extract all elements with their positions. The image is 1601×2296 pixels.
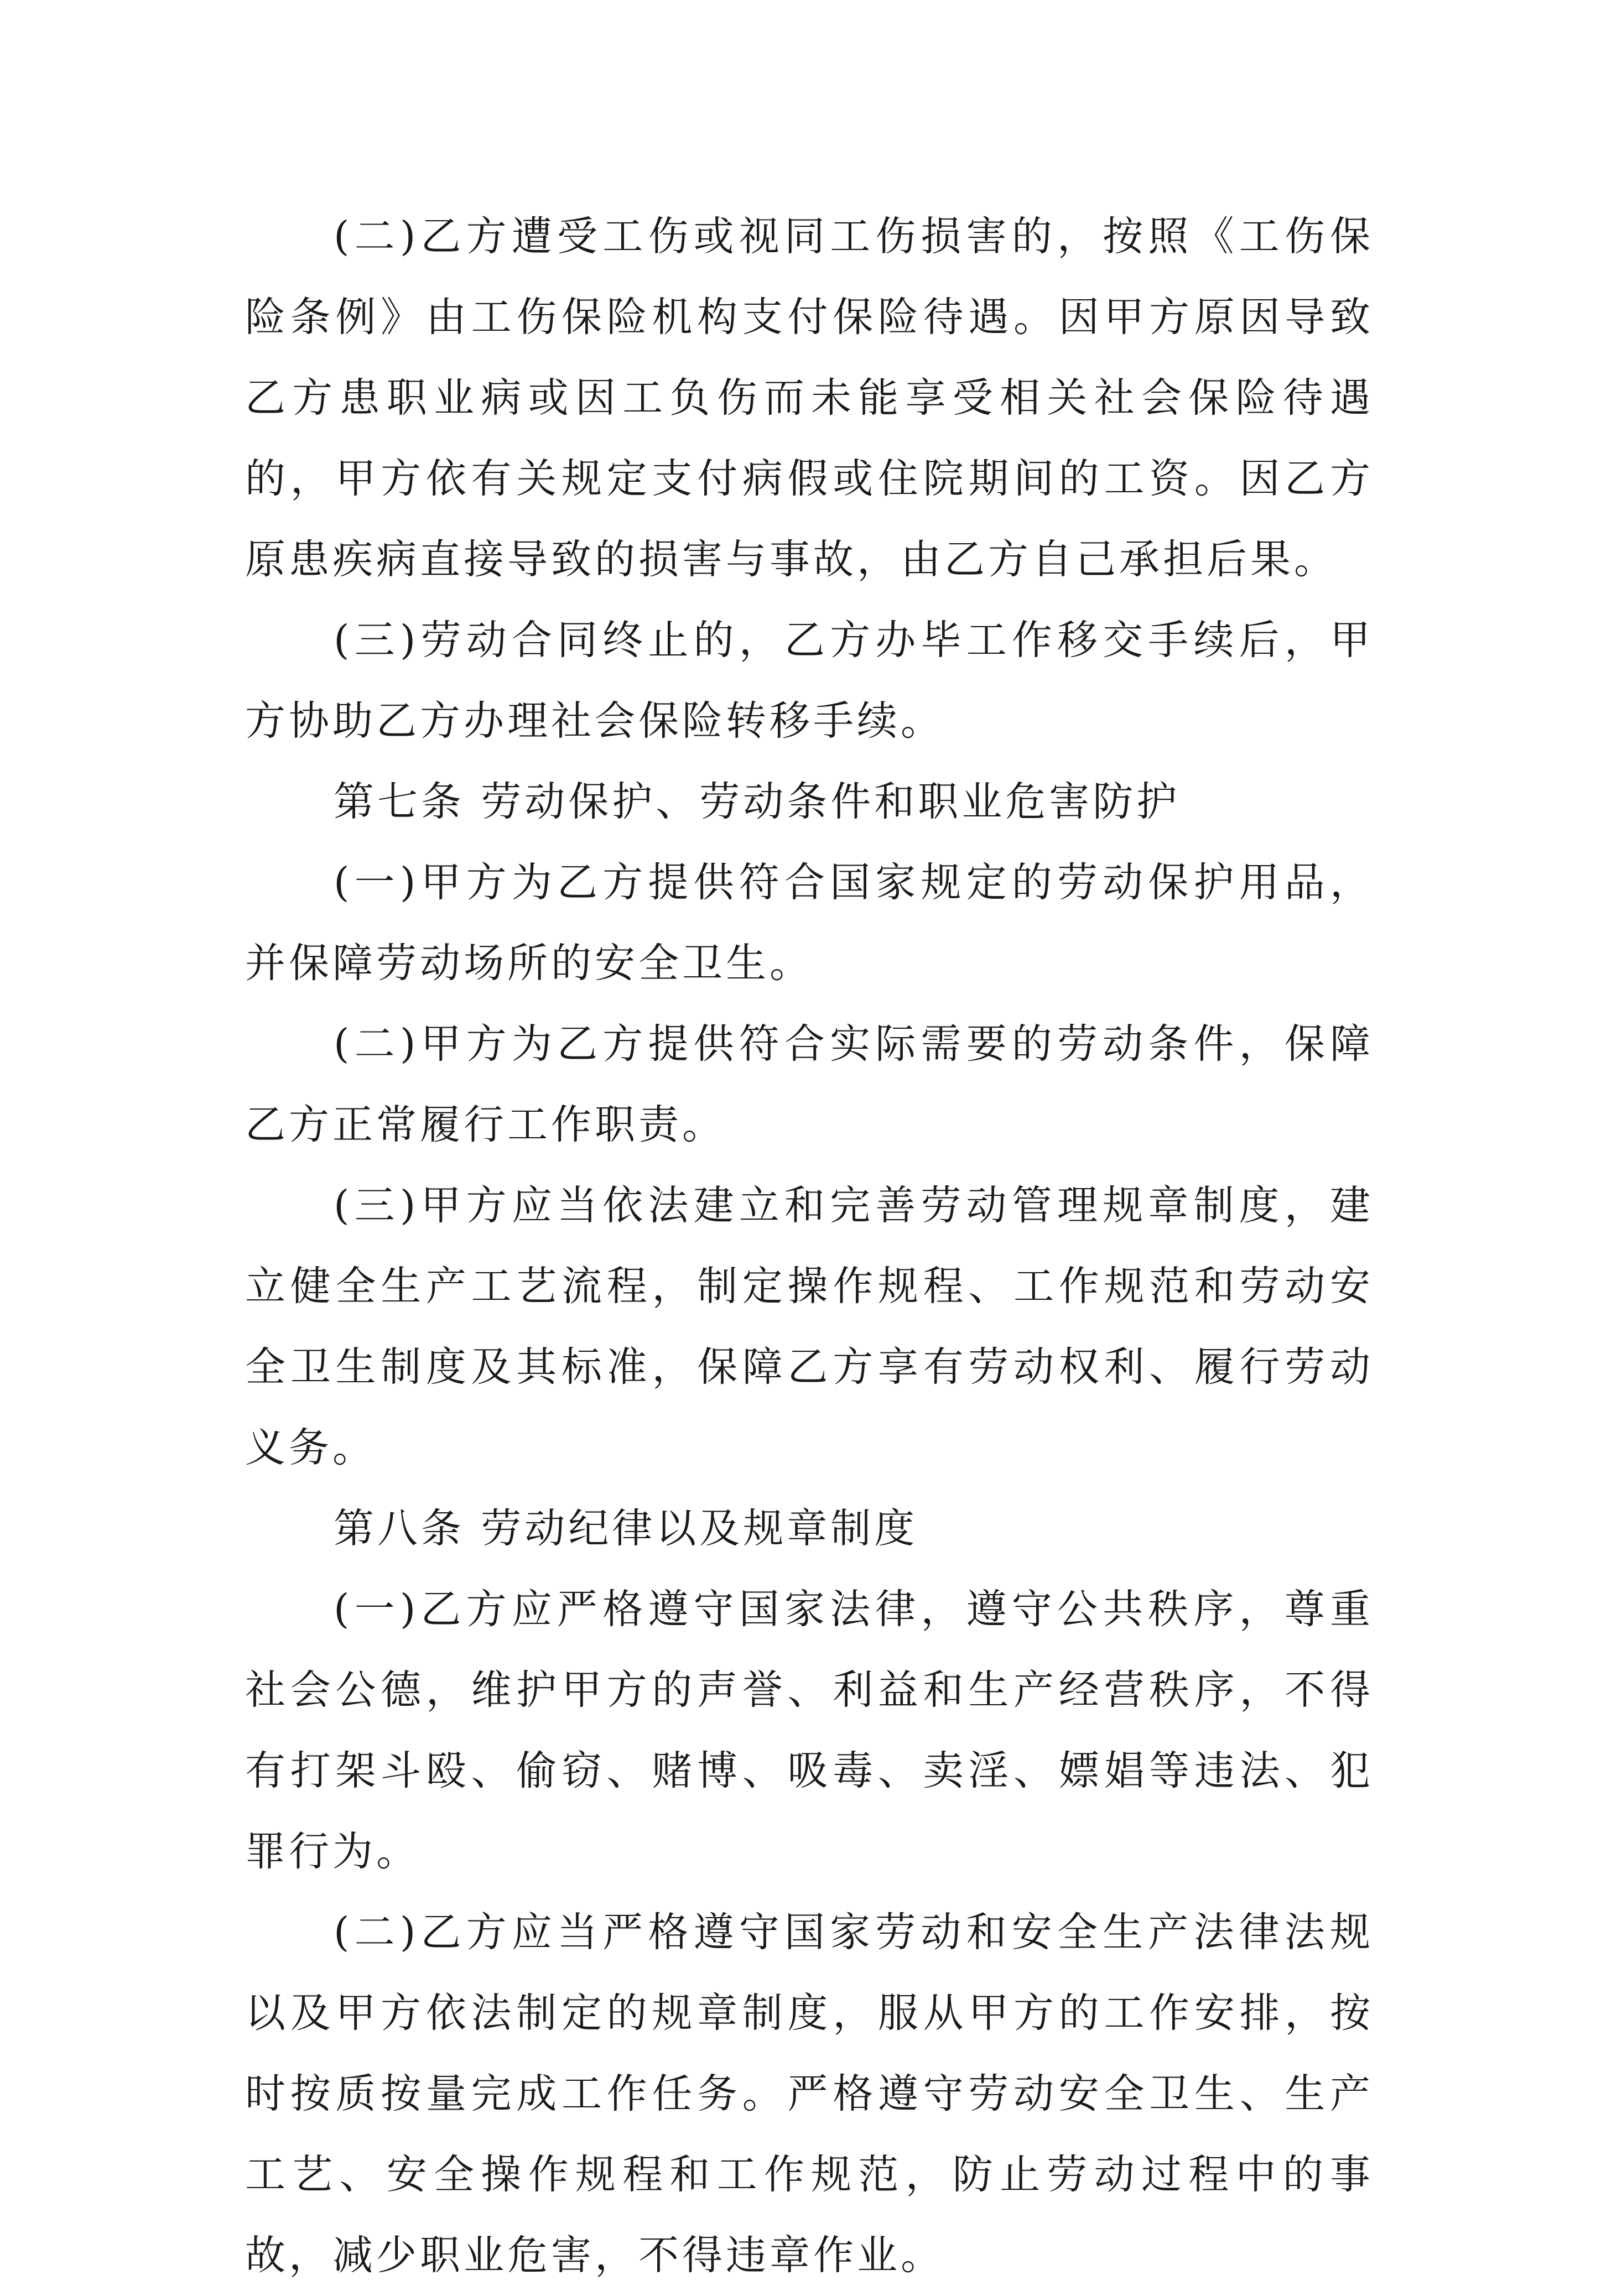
paragraph-management-rules: (三)甲方应当依法建立和完善劳动管理规章制度，建立健全生产工艺流程，制定操作规程、工作规范和劳动安全卫生制度及其标准，保障乙方享有劳动权利、履行劳动义务。 <box>245 1182 1374 1471</box>
article-8-heading: 第八条 劳动纪律以及规章制度 <box>334 1505 918 1552</box>
document-body <box>245 196 1374 2296</box>
paragraph-obey-laws: (一)乙方应严格遵守国家法律，遵守公共秩序，尊重社会公德，维护甲方的声誉、利益和生产经营秩序，不得有打架斗殴、偷窃、赌博、吸毒、卖淫、嫖娼等违法、犯罪行为。 <box>245 1586 1374 1875</box>
article-7-heading: 第七条 劳动保护、劳动条件和职业危害防护 <box>334 778 1181 825</box>
paragraph-injury-insurance: (二)乙方遭受工伤或视同工伤损害的，按照《工伤保险条例》由工伤保险机构支付保险待遇。因甲方原因导致乙方患职业病或因工负伤而未能享受相关社会保险待遇的，甲方依有关规定支付病假或住院期间的工资。因乙方原患疾病直接导致的损害与事故，由乙方自己承担后果。 <box>245 213 1374 583</box>
paragraph-working-conditions: (二)甲方为乙方提供符合实际需要的劳动条件，保障乙方正常履行工作职责。 <box>245 1021 1374 1148</box>
paragraph-protective-equipment: (一)甲方为乙方提供符合国家规定的劳动保护用品，并保障劳动场所的安全卫生。 <box>245 859 1374 987</box>
paragraph-contract-termination: (三)劳动合同终止的，乙方办毕工作移交手续后，甲方协助乙方办理社会保险转移手续。 <box>245 617 1374 744</box>
paragraph-safety-compliance: (二)乙方应当严格遵守国家劳动和安全生产法律法规以及甲方依法制定的规章制度，服从甲方的工作安排，按时按质按量完成工作任务。严格遵守劳动安全卫生、生产工艺、安全操作规程和工作规范，防止劳动过程中的事故，减少职业危害，不得违章作业。 <box>245 1909 1374 2279</box>
